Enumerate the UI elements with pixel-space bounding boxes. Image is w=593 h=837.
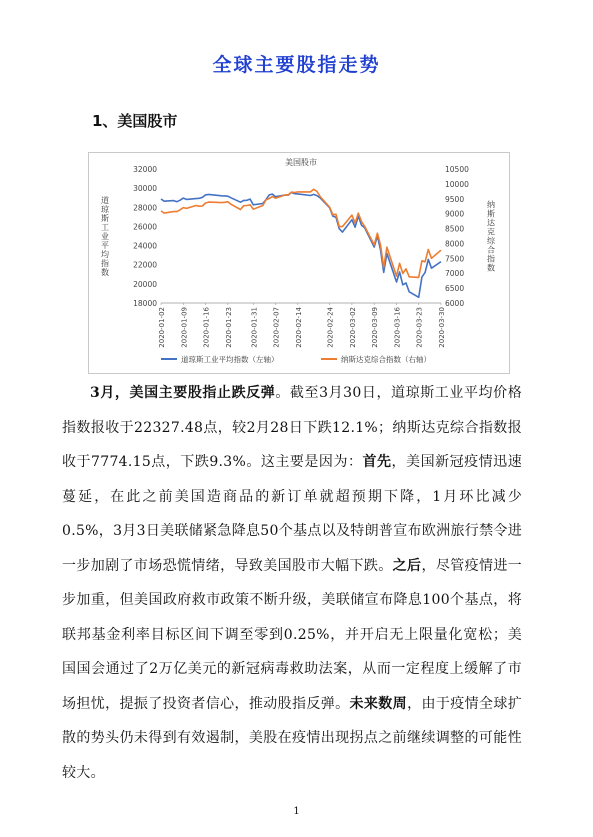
left-tick-label: 30000 <box>133 184 157 194</box>
bold-future: 未来数周 <box>349 695 408 712</box>
x-tick-label: 2020-01-31 <box>250 307 259 348</box>
right-tick-label: 7000 <box>445 269 465 279</box>
right-tick-label: 7500 <box>445 254 465 264</box>
left-tick-label: 20000 <box>133 279 157 289</box>
x-tick-label: 2020-03-30 <box>438 307 446 348</box>
left-tick-label: 28000 <box>133 203 157 213</box>
x-tick-label: 2020-01-16 <box>202 307 211 348</box>
right-tick-label: 10000 <box>445 179 469 189</box>
bold-after: 之后 <box>392 557 422 574</box>
left-tick-label: 22000 <box>133 260 157 270</box>
right-tick-label: 9000 <box>445 209 465 219</box>
page-number: 1 <box>293 806 300 817</box>
left-tick-label: 26000 <box>133 222 157 232</box>
document-title: 全球主要股指走势 <box>212 54 381 76</box>
nasdaq-line <box>161 189 441 277</box>
x-tick-label: 2020-02-14 <box>294 307 303 348</box>
x-tick-label: 2020-01-02 <box>158 307 166 348</box>
x-tick-label: 2020-03-23 <box>415 307 424 348</box>
legend-label: 纳斯达克综合指数（右轴） <box>341 355 431 364</box>
right-tick-label: 10500 <box>445 165 469 174</box>
bold-first: 首先 <box>362 454 392 470</box>
paragraph-text-3: ，尽管疫情进一步加重，但美国政府救市政策不断升级，美联储宣布降息100个基点，将联邦基金利率目标区间下调至零到0.25%，并开启无上限量化宽松；美国国会通过了2万亿美元的新冠病毒救助法案，从而一定程度上缓解了市场担忧，提振了投资者信心，推动股指反弹。 <box>62 557 522 712</box>
left-tick-label: 24000 <box>133 241 157 251</box>
right-axis-title: 纳斯达克综合指数 <box>487 200 495 273</box>
us-stock-chart <box>88 152 510 374</box>
right-tick-label: 8000 <box>445 239 465 249</box>
x-tick-label: 2020-03-09 <box>371 307 380 348</box>
right-tick-label: 6500 <box>445 284 465 294</box>
paragraph-text-4: ，由于疫情全球扩散的势头仍未得到有效遏制，美股在疫情出现拐点之前继续调整的可能性较大。 <box>62 695 523 781</box>
x-tick-label: 2020-02-24 <box>326 307 335 348</box>
legend-label: 道琼斯工业平均指数（左轴） <box>181 355 279 364</box>
dow-jones-line <box>161 192 441 297</box>
paragraph-text-1: 。截至3月30日，道琼斯工业平均价格指数报收于22327.48点，较2月28日下跌12.1%；纳斯达克综合指数报收于7774.15点，下跌9.3%。这主要是因为： <box>62 385 523 470</box>
chart-title: 美国股市 <box>285 158 317 167</box>
x-tick-label: 2020-03-02 <box>348 307 357 348</box>
x-tick-label: 2020-02-07 <box>272 307 281 348</box>
left-tick-label: 32000 <box>133 165 157 174</box>
analysis-paragraph <box>62 376 522 790</box>
x-tick-label: 2020-01-09 <box>180 307 189 348</box>
left-tick-label: 18000 <box>133 299 157 308</box>
right-tick-label: 6000 <box>445 299 465 308</box>
right-tick-label: 9500 <box>445 194 465 204</box>
left-axis-title: 道琼斯工业平均指数 <box>101 196 109 277</box>
x-tick-label: 2020-01-23 <box>224 307 233 348</box>
body-text <box>62 376 522 790</box>
section-heading: 1、美国股市 <box>92 112 178 130</box>
lead-sentence: 3月，美国主要股指止跌反弹 <box>90 385 276 401</box>
right-tick-label: 8500 <box>445 224 465 234</box>
x-tick-label: 2020-03-16 <box>393 307 402 348</box>
paragraph-text-2: ，美国新冠疫情迅速蔓延，在此之前美国造商品的新订单就超预期下降，1月环比减少0.5%，3月3日美联储紧急降息50个基点以及特朗普宣布欧洲旅行禁令进一步加剧了市场恐慌情绪，导致美国股市大幅下跌。 <box>62 454 522 574</box>
chart-svg <box>89 153 509 373</box>
